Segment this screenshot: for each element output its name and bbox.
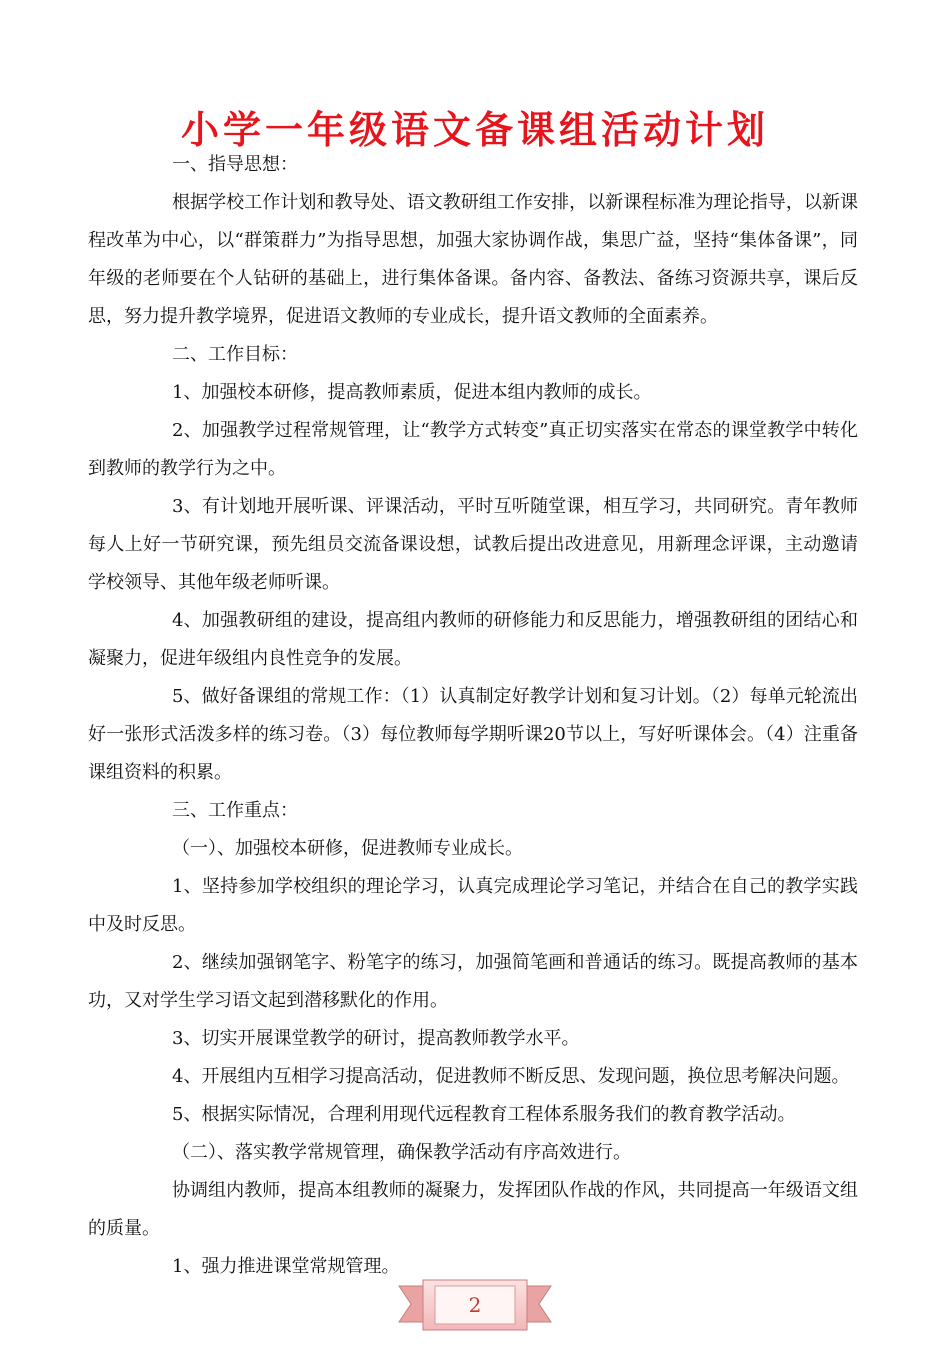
section-heading: 一、指导思想：	[172, 154, 298, 175]
paragraph: 2、加强教学过程常规管理，让“教学方式转变”真正切实落实在常态的课堂教学中转化到教师的教学行为之中。	[88, 420, 858, 479]
paragraph: 1、强力推进课堂常规管理。	[172, 1256, 400, 1277]
paragraph: 协调组内教师，提高本组教师的凝聚力，发挥团队作战的作风，共同提高一年级语文组的质量。	[88, 1180, 858, 1239]
paragraph: 5、做好备课组的常规工作：（1）认真制定好教学计划和复习计划。（2）每单元轮流出好一张形式活泼多样的练习卷。（3）每位教师每学期听课20节以上，写好听课体会。（4）注重备课组资料的积累。	[88, 686, 858, 783]
paragraph: 3、切实开展课堂教学的研讨，提高教师教学水平。	[172, 1028, 580, 1049]
section-heading: 二、工作目标：	[172, 344, 298, 365]
document-title: 小学一年级语文备课组活动计划	[180, 107, 769, 152]
paragraph: 1、坚持参加学校组织的理论学习，认真完成理论学习笔记，并结合在自己的教学实践中及时反思。	[88, 876, 858, 935]
paragraph: 4、开展组内互相学习提高活动，促进教师不断反思、发现问题，换位思考解决问题。	[172, 1066, 850, 1087]
page-number-badge	[395, 1272, 555, 1344]
paragraph: 3、有计划地开展听课、评课活动，平时互听随堂课，相互学习，共同研究。青年教师每人上好一节研究课，预先组员交流备课设想，试教后提出改进意见，用新理念评课，主动邀请学校领导、其他年级老师听课。	[88, 496, 858, 593]
paragraph: 根据学校工作计划和教导处、语文教研组工作安排，以新课程标准为理论指导，以新课程改革为中心，以“群策群力”为指导思想，加强大家协调作战，集思广益，坚持“集体备课”，同年级的老师要在个人钻研的基础上，进行集体备课。备内容、备教法、备练习资源共享，课后反思，努力提升教学境界，促进语文教师的专业成长，提升语文教师的全面素养。	[88, 192, 858, 327]
paragraph: 5、根据实际情况，合理利用现代远程教育工程体系服务我们的教育教学活动。	[172, 1104, 796, 1125]
page-number: 2	[468, 1293, 482, 1317]
subsection-heading: （一）、加强校本研修，促进教师专业成长。	[172, 838, 523, 859]
paragraph: 2、继续加强钢笔字、粉笔字的练习，加强简笔画和普通话的练习。既提高教师的基本功，又对学生学习语文起到潜移默化的作用。	[88, 952, 858, 1011]
section-heading: 三、工作重点：	[172, 800, 298, 821]
document-body	[88, 146, 858, 1286]
paragraph: 1、加强校本研修，提高教师素质，促进本组内教师的成长。	[172, 382, 652, 403]
subsection-heading: （二）、落实教学常规管理，确保教学活动有序高效进行。	[172, 1142, 631, 1163]
paragraph: 4、加强教研组的建设，提高组内教师的研修能力和反思能力，增强教研组的团结心和凝聚力，促进年级组内良性竞争的发展。	[88, 610, 858, 669]
